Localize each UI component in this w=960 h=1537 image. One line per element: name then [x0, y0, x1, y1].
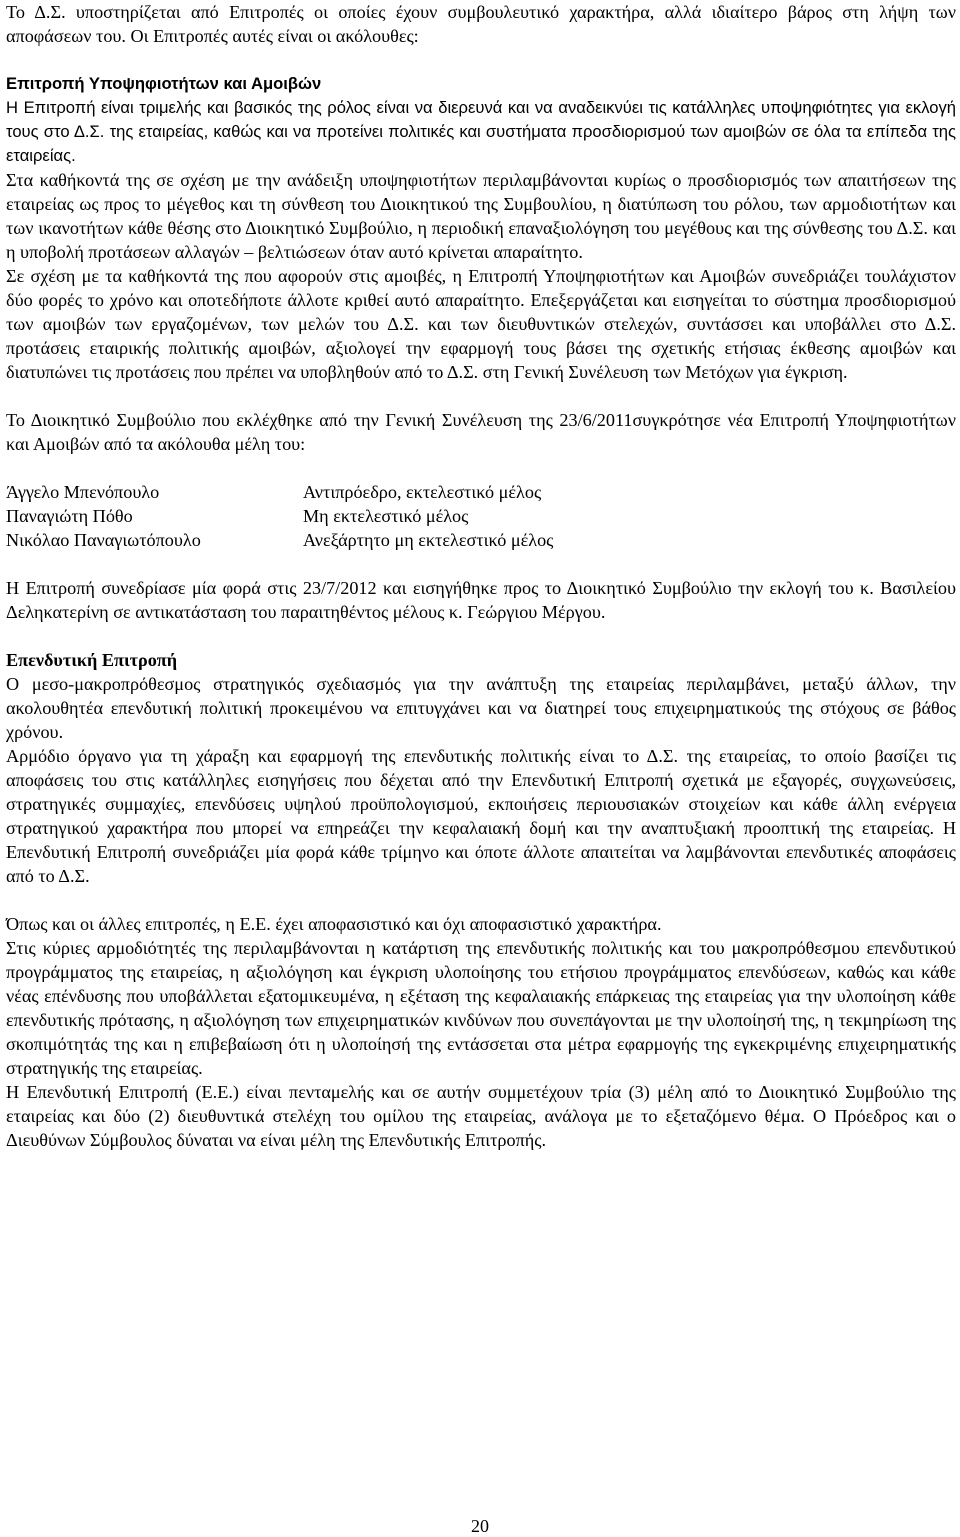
member-name: Άγγελο Μπενόπουλο [6, 482, 160, 502]
spacer [6, 384, 956, 408]
member-role: Ανεξάρτητο μη εκτελεστικό μέλος [303, 530, 554, 550]
member-row [6, 480, 956, 504]
member-role: Μη εκτελεστικό μέλος [303, 506, 469, 526]
spacer [6, 48, 956, 72]
member-list [6, 480, 956, 552]
nominations-paragraph-4: Το Διοικητικό Συμβούλιο που εκλέχθηκε από την Γενική Συνέλευση της 23/6/2011συγκρότησε νέα Επιτροπή Υποψηφιοτήτων και Αμοιβών από τα ακόλουθα μέλη του: [6, 410, 956, 454]
member-role: Αντιπρόεδρο, εκτελεστικό μέλος [303, 482, 542, 502]
member-name: Νικόλαο Παναγιωτόπουλο [6, 530, 201, 550]
spacer [6, 624, 956, 648]
member-name: Παναγιώτη Πόθο [6, 506, 133, 526]
investment-paragraph-1: Ο μεσο-μακροπρόθεσμος στρατηγικός σχεδιασμός για την ανάπτυξη της εταιρείας περιλαμβάνει, μεταξύ άλλων, την ακολουθητέα επενδυτική πολιτική προκειμένου να επιτυγχάνει και να διατηρεί τους επιχειρηματικούς της στόχους σε βάθος χρόνου. [6, 674, 956, 742]
member-row [6, 504, 956, 528]
document-body [6, 0, 956, 1152]
investment-heading: Επενδυτική Επιτροπή [6, 650, 178, 670]
nominations-paragraph-2: Στα καθήκοντά της σε σχέση με την ανάδειξη υποψηφιοτήτων περιλαμβάνονται κυρίως ο προσδιορισμός των απαιτήσεων της εταιρείας ως προς το μέγεθος και τη σύνθεση του Διοικητικού της Συμβουλίου, η διατύπωση του ρόλου, των αρμοδιοτήτων και των ικανοτήτων κάθε θέσης στο Διοικητικό Συμβούλιο, η περιοδική επαναξιολόγηση του μεγέθους και της σύνθεσης του Δ.Σ. και η υποβολή προτάσεων αλλαγών – βελτιώσεων όταν αυτό κρίνεται απαραίτητο. [6, 170, 956, 262]
intro-paragraph: Το Δ.Σ. υποστηρίζεται από Επιτροπές οι οποίες έχουν συμβουλευτικό χαρακτήρα, αλλά ιδιαίτερο βάρος στη λήψη των αποφάσεων του. Οι Επιτροπές αυτές είναι οι ακόλουθες: [6, 2, 956, 46]
member-row [6, 528, 956, 552]
investment-paragraph-2: Αρμόδιο όργανο για τη χάραξη και εφαρμογή της επενδυτικής πολιτικής είναι το Δ.Σ. της εταιρείας, το οποίο βασίζει τις αποφάσεις του στις κατάλληλες εισηγήσεις που δέχεται από την Επενδυτική Επιτροπή σχετικά με εξαγορές, συγχωνεύσεις, στρατηγικές συμμαχίες, επενδύσεις υψηλού προϋπολογισμού, εκποιήσεις περιουσιακών στοιχείων και κάθε άλλη ενέργεια στρατηγικού χαρακτήρα που μπορεί να επηρεάζει την κεφαλαιακή δομή και την αναπτυξιακή προοπτική της εταιρείας. Η Επενδυτική Επιτροπή συνεδριάζει μία φορά κάθε τρίμηνο και όποτε άλλοτε απαιτείται να λαμβάνονται επενδυτικές αποφάσεις από το Δ.Σ. [6, 746, 956, 886]
investment-paragraph-4: Στις κύριες αρμοδιότητές της περιλαμβάνονται η κατάρτιση της επενδυτικής πολιτικής και του μακροπρόθεσμου επενδυτικού προγράμματος της εταιρείας, η αξιολόγηση και έγκριση υλοποίησης του ετήσιου προγράμματος επενδύσεων, καθώς και κάθε νέας επένδυσης που υποβάλλεται εξατομικευμένα, η εξέταση της κεφαλαιακής επάρκειας της εταιρείας για την υλοποίηση κάθε επενδυτικής πρότασης, η αξιολόγηση των επιχειρηματικών κινδύνων που συνεπάγονται με την υλοποίησή της, η τεκμηρίωση της σκοπιμότητάς της και η επιβεβαίωση ότι η υλοποίησή της εντάσσεται στα μέτρα εφαρμογής της εγκεκριμένης επιχειρηματικής στρατηγικής της εταιρείας. [6, 938, 956, 1078]
nominations-paragraph-1: Η Επιτροπή είναι τριμελής και βασικός της ρόλος είναι να διερευνά και να αναδεικνύει τις κατάλληλες υποψηφιότητες για εκλογή τους στο Δ.Σ. της εταιρείας, καθώς και να προτείνει πολιτικές και συστήματα προσδιορισμού των αμοιβών σε όλα τα επίπεδα της εταιρείας. [6, 98, 956, 165]
nominations-paragraph-3: Σε σχέση με τα καθήκοντά της που αφορούν στις αμοιβές, η Επιτροπή Υποψηφιοτήτων και Αμοιβών συνεδριάζει τουλάχιστον δύο φορές το χρόνο και οποτεδήποτε άλλοτε κριθεί αυτό απαραίτητο. Επεξεργάζεται και εισηγείται το σύστημα προσδιορισμού των αμοιβών των εργαζομένων, των μελών του Δ.Σ. και των διευθυντικών στελεχών, συντάσσει και υποβάλλει στο Δ.Σ. προτάσεις εταιρικής πολιτικής αμοιβών, αξιολογεί την εφαρμογή τους βάσει της σχετικής ετήσιας έκθεσης αμοιβών και διατυπώνει τις προτάσεις που πρέπει να υποβληθούν από το Δ.Σ. στη Γενική Συνέλευση των Μετόχων για έγκριση. [6, 266, 956, 382]
nominations-section [6, 72, 956, 168]
spacer [6, 888, 956, 912]
spacer [6, 456, 956, 480]
nominations-paragraph-5: Η Επιτροπή συνεδρίασε μία φορά στις 23/7/2012 και εισηγήθηκε προς το Διοικητικό Συμβούλιο την εκλογή του κ. Βασιλείου Δεληκατερίνη σε αντικατάσταση του παραιτηθέντος μέλους κ. Γεώργιου Μέργου. [6, 578, 956, 622]
spacer [6, 552, 956, 576]
nominations-heading: Επιτροπή Υποψηφιοτήτων και Αμοιβών [6, 74, 322, 93]
page-number: 20 [471, 1516, 489, 1536]
investment-paragraph-3: Όπως και οι άλλες επιτροπές, η Ε.Ε. έχει αποφασιστικό και όχι αποφασιστικό χαρακτήρα. [6, 914, 662, 934]
investment-paragraph-5: Η Επενδυτική Επιτροπή (Ε.Ε.) είναι πενταμελής και σε αυτήν συμμετέχουν τρία (3) μέλη από το Διοικητικό Συμβούλιο της εταιρείας και δύο (2) διευθυντικά στελέχη του ομίλου της εταιρείας, ανάλογα με το εξεταζόμενο θέμα. Ο Πρόεδρος και ο Διευθύνων Σύμβουλος δύναται να είναι μέλη της Επενδυτικής Επιτροπής. [6, 1082, 956, 1150]
